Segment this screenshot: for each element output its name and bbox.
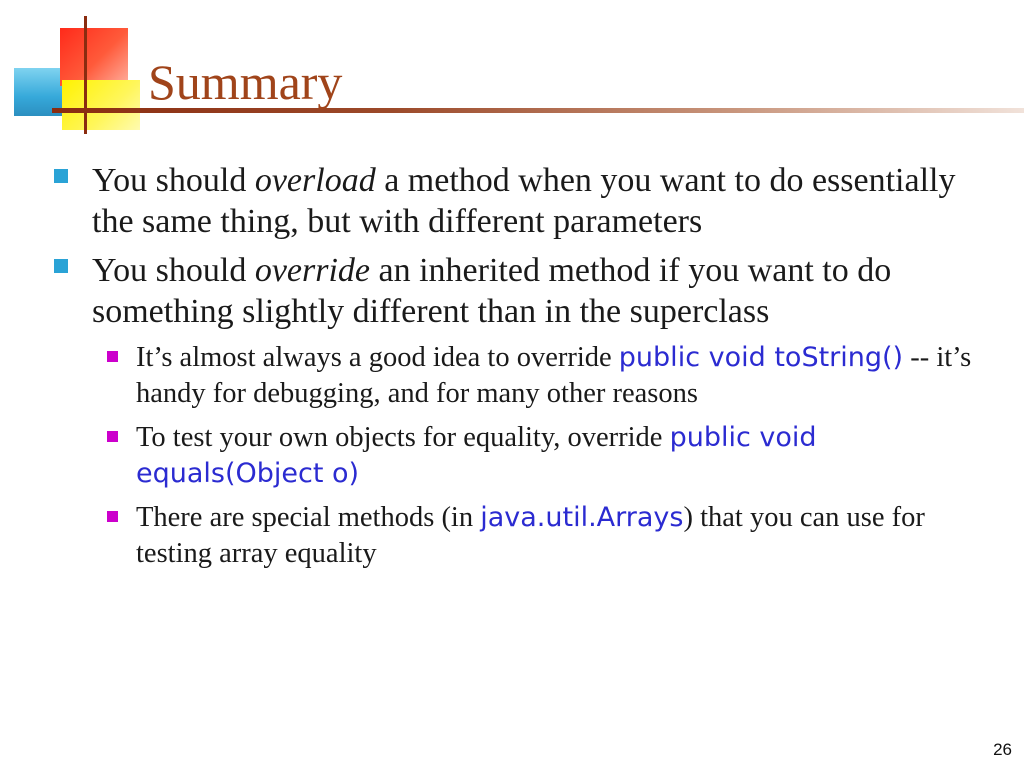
square-bullet-icon [54,169,68,183]
square-bullet-icon [107,351,118,362]
bullet-emphasis: override [254,252,371,289]
code-snippet: java.util.Arrays [480,502,684,533]
bullet-text-before: You should [92,162,255,199]
sub-bullet-arrays [52,500,997,572]
sub-bullet-text-after: ) that you can use for testing array equality [136,502,925,569]
square-bullet-icon [54,259,68,273]
sub-bullet-text-before: To test your own objects for equality, override [136,422,670,453]
logo-red-square [60,28,128,86]
square-bullet-icon [107,431,118,442]
sub-bullet-list [52,340,997,572]
logo-yellow-square [62,80,140,130]
sub-bullet-text-after: -- it’s handy for debugging, and for many other reasons [136,342,972,409]
sub-bullet-equals [52,420,997,492]
bullet-overload [52,160,997,242]
code-snippet: public void toString() [618,342,904,373]
code-snippet: public void equals(Object o) [136,422,817,489]
sub-bullet-text-before: There are special methods (in [136,502,481,533]
logo-vertical-line [84,16,87,134]
page-number: 26 [993,740,1012,759]
bullet-override [52,250,997,332]
bullet-text-after: an inherited method if you want to do something slightly different than in the superclass [92,252,892,330]
sub-bullet-tostring [52,340,997,412]
bullet-text-before: You should [92,252,255,289]
slide-content [52,160,997,580]
bullet-emphasis: overload [254,162,376,199]
slide-title: Summary [148,54,343,110]
square-bullet-icon [107,511,118,522]
bullet-text-after: a method when you want to do essentially the same thing, but with different parameters [92,162,956,240]
sub-bullet-text-before: It’s almost always a good idea to override [136,342,619,373]
